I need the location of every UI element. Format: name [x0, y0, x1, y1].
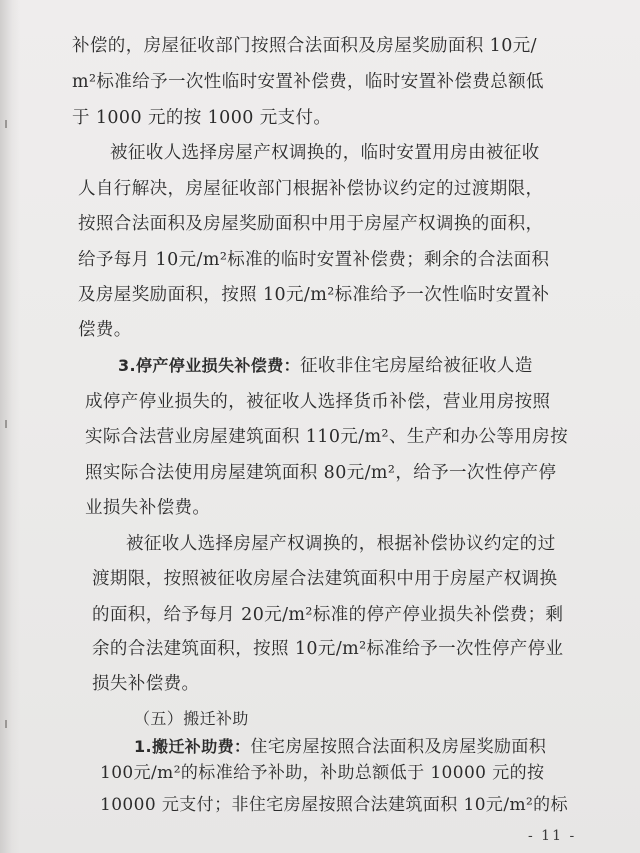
text-line: 100元/m²的标准给予补助，补助总额低于 10000 元的按 — [100, 762, 545, 783]
text-line: 补偿的，房屋征收部门按照合法面积及房屋奖励面积 10元/ — [72, 35, 537, 56]
text-line: 的面积，给予每月 20元/m²标准的停产停业损失补偿费；剩 — [92, 604, 564, 625]
text-line: 被征收人选择房屋产权调换的，临时安置用房由被征收 — [110, 142, 540, 163]
text-line: 渡期限，按照被征收房屋合法建筑面积中用于房屋产权调换 — [92, 568, 558, 589]
text-line: 偿费。 — [78, 320, 132, 341]
text-line: 成停产停业损失的，被征收人选择货币补偿，营业用房按照 — [85, 392, 551, 412]
text-line: 照实际合法使用房屋建筑面积 80元/m²，给予一次性停产停 — [85, 462, 557, 483]
text-line: 及房屋奖励面积，按照 10元/m²标准给予一次性临时安置补 — [78, 285, 550, 306]
binding-mark — [5, 420, 7, 428]
binding-mark — [5, 120, 7, 128]
section-subtitle: （五）搬迁补助 — [134, 709, 249, 729]
text-line: m²标准给予一次性临时安置补偿费，临时安置补偿费总额低 — [72, 71, 544, 92]
text-line — [118, 355, 533, 377]
text-line: 10000 元支付；非住宅房屋按照合法建筑面积 10元/m²的标 — [100, 794, 568, 815]
text-line: 人自行解决，房屋征收部门根据补偿协议约定的过渡期限， — [78, 178, 544, 199]
text-line: 余的合法建筑面积，按照 10元/m²标准给予一次性停产停业 — [92, 639, 564, 660]
text-line: 实际合法营业房屋建筑面积 110元/m²、生产和办公等用房按 — [85, 426, 568, 447]
text-line: 于 1000 元的按 1000 元支付。 — [72, 107, 332, 128]
page-fold-shadow — [0, 0, 20, 853]
text-line: 按照合法面积及房屋奖励面积中用于房屋产权调换的面积， — [78, 214, 544, 235]
binding-mark — [5, 720, 7, 728]
text-line: 损失补偿费。 — [92, 674, 200, 695]
section-heading: 3.停产停业损失补偿费： — [118, 356, 301, 376]
section-heading: 1.搬迁补助费： — [134, 737, 251, 756]
text-line: 业损失补偿费。 — [85, 497, 211, 518]
text-line: 被征收人选择房屋产权调换的，根据补偿协议约定的过 — [126, 533, 556, 554]
text-line: 给予每月 10元/m²标准的临时安置补偿费；剩余的合法面积 — [78, 250, 550, 271]
text-segment: 住宅房屋按照合法面积及房屋奖励面积 — [250, 737, 547, 757]
page-number: - 11 - — [528, 828, 577, 844]
text-line — [134, 736, 546, 758]
text-segment: 征收非住宅房屋给被征收人造 — [300, 356, 533, 377]
